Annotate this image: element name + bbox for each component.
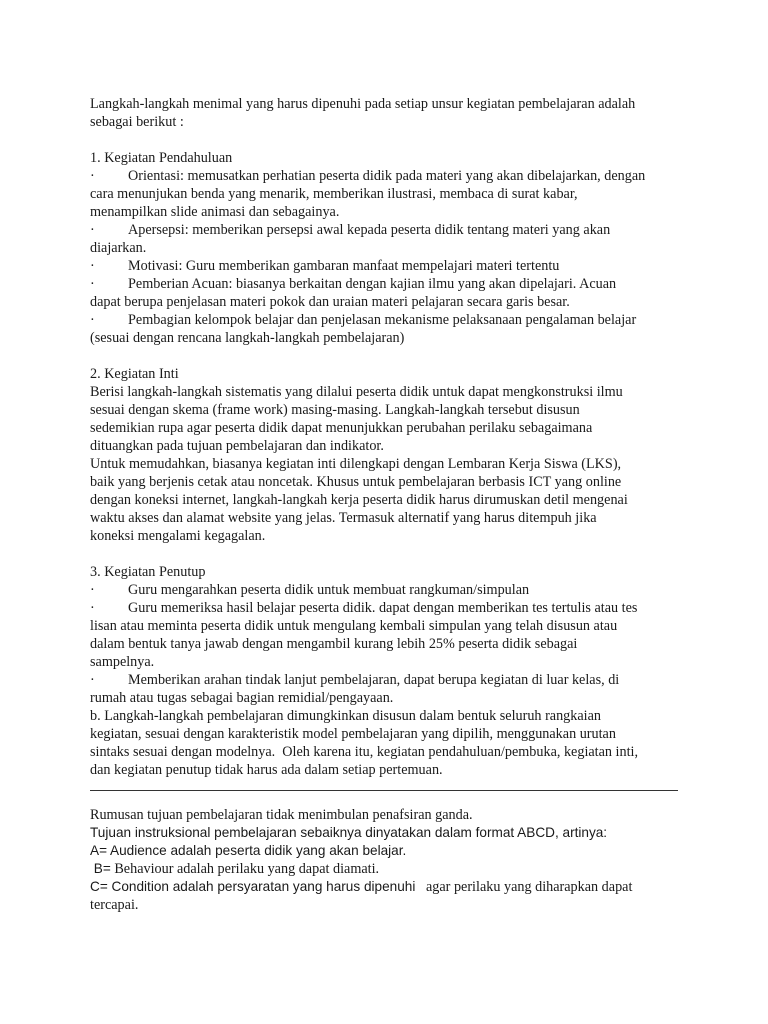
- section-heading: 1. Kegiatan Pendahuluan: [90, 150, 233, 166]
- bullet-dot: ·: [90, 312, 95, 328]
- bullet-dot: ·: [90, 672, 95, 688]
- bullet-dot: ·: [90, 600, 95, 616]
- bullet-dot: ·: [90, 258, 95, 274]
- paragraph: Berisi langkah-langkah sistematis yang dilalui peserta didik untuk dapat mengkonstruksi ilmu sesuai dengan skema (frame work) masing-masing. Langkah-langkah tersebut disusun sedemikian rupa agar peserta didik dapat menunjukkan perubahan perilaku sebagaimana dituangkan pada tujuan pembelajaran dan indikator. Untuk memudahkan, biasanya kegiatan inti dilengkapi dengan Lembaran Kerja Siswa (LKS), baik yang berjenis cetak atau noncetak. Khusus untuk pembelajaran berbasis ICT yang online dengan koneksi internet, langkah-langkah kerja peserta didik harus dirumuskan detil mengenai waktu akses dan alamat website yang jelas. Termasuk alternatif yang harus ditempuh jika koneksi mengalami kegagalan.: [90, 384, 628, 544]
- bullet-item: · Memberikan arahan tindak lanjut pembelajaran, dapat berupa kegiatan di luar kelas, di rumah atau tugas sebagai bagian remidial/pengayaan.: [90, 672, 620, 706]
- bullet-item: · Pembagian kelompok belajar dan penjelasan mekanisme pelaksanaan pengalaman belajar (sesuai dengan rencana langkah-langkah pembelajaran): [90, 312, 637, 346]
- bullet-item: · Guru mengarahkan peserta didik untuk membuat rangkuman/simpulan: [90, 582, 530, 598]
- horizontal-divider: [90, 790, 678, 791]
- intro-line: Langkah-langkah menimal yang harus dipenuhi pada setiap unsur kegiatan pembelajaran adalah: [90, 96, 636, 112]
- text-line: Tujuan instruksional pembelajaran sebaiknya dinyatakan dalam format ABCD, artinya:: [90, 825, 608, 840]
- section-heading: 2. Kegiatan Inti: [90, 366, 179, 382]
- lower-section: [90, 806, 680, 914]
- bullet-item: · Pemberian Acuan: biasanya berkaitan dengan kajian ilmu yang akan dipelajari. Acuan dapat berupa penjelasan materi pokok dan uraian materi pelajaran secara garis besar.: [90, 276, 617, 310]
- closing-paragraph: b. Langkah-langkah pembelajaran dimungkinkan disusun dalam bentuk seluruh rangkaian kegiatan, sesuai dengan karakteristik model pembelajaran yang dipilih, menggunakan urutan sintaks sesuai dengan modelnya. Oleh karena itu, kegiatan pendahuluan/pembuka, kegiatan inti, dan kegiatan penutup tidak harus ada dalam setiap pertemuan.: [90, 708, 639, 778]
- bullet-item: · Orientasi: memusatkan perhatian peserta didik pada materi yang akan dibelajarkan, dengan cara menunjukan benda yang menarik, memberikan ilustrasi, membaca di surat kabar, menampilkan slide animasi dan sebagainya.: [90, 168, 646, 220]
- bullet-item: · Motivasi: Guru memberikan gambaran manfaat mempelajari materi tertentu: [90, 258, 560, 274]
- document-body: [90, 95, 680, 779]
- text-line: A= Audience adalah peserta didik yang akan belajar.: [90, 843, 407, 858]
- bullet-item: · Guru memeriksa hasil belajar peserta didik. dapat dengan memberikan tes tertulis atau tes lisan atau meminta peserta didik untuk mengulang kembali simpulan yang telah disusun atau dalam bentuk tanya jawab dengan mengambil kurang lebih 25% peserta didik sebagai sampelnya.: [90, 600, 638, 670]
- intro-line: sebagai berikut :: [90, 114, 184, 130]
- bullet-dot: ·: [90, 582, 95, 598]
- text-line: tercapai.: [90, 897, 139, 913]
- section-heading: 3. Kegiatan Penutup: [90, 564, 206, 580]
- bullet-dot: ·: [90, 276, 95, 292]
- bullet-item: · Apersepsi: memberikan persepsi awal kepada peserta didik tentang materi yang akan diajarkan.: [90, 222, 611, 256]
- text-line: C= Condition adalah persyaratan yang harus dipenuhi agar perilaku yang diharapkan dapat: [90, 879, 633, 895]
- bullet-dot: ·: [90, 222, 95, 238]
- text-line: Rumusan tujuan pembelajaran tidak menimbulan penafsiran ganda.: [90, 807, 473, 823]
- bullet-dot: ·: [90, 168, 95, 184]
- text-line: B= Behaviour adalah perilaku yang dapat diamati.: [90, 861, 380, 877]
